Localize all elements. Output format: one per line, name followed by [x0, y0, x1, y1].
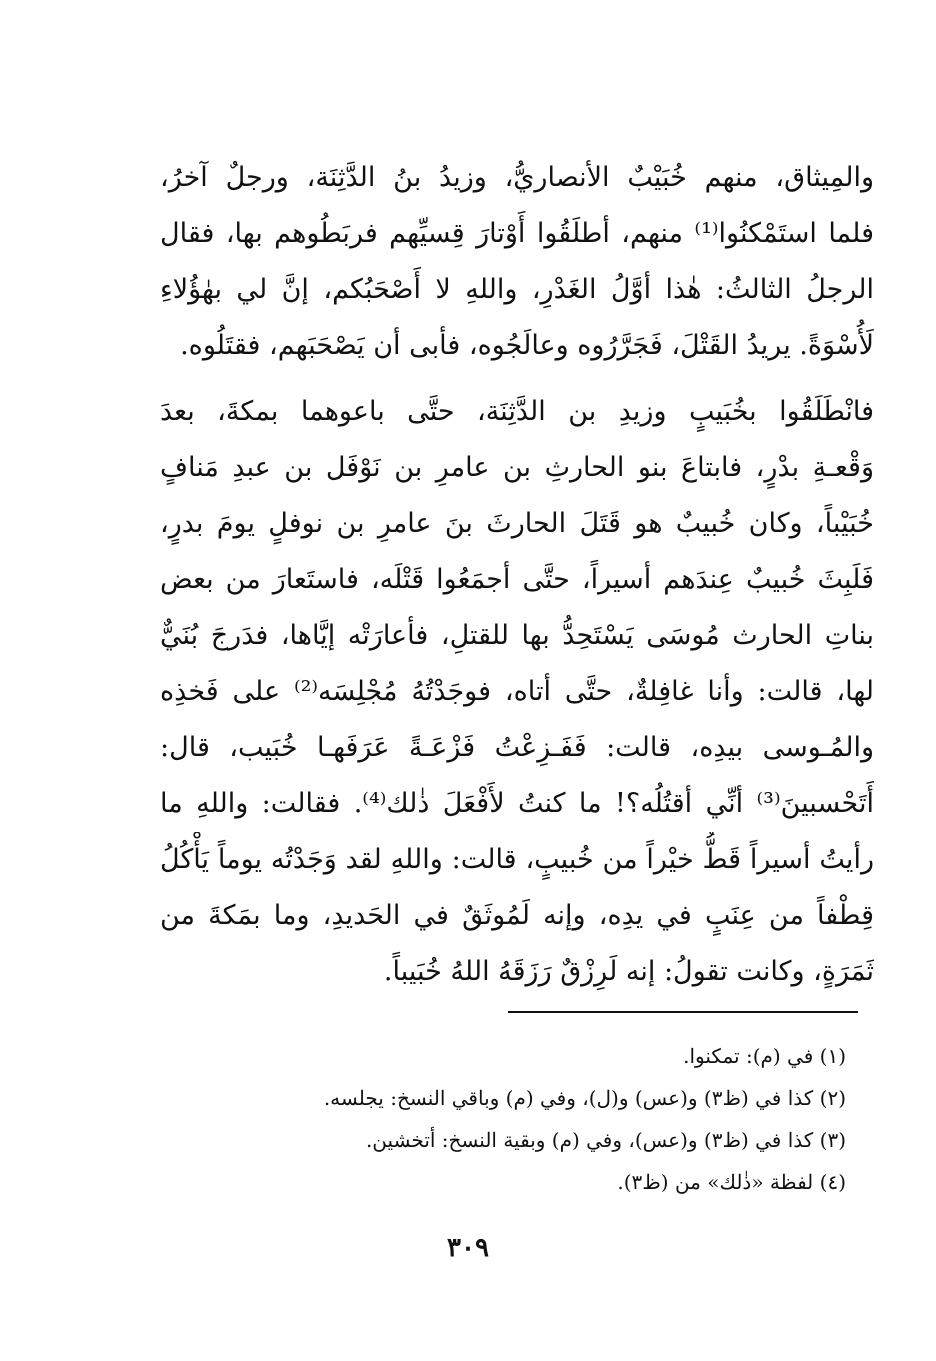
paragraph-1 — [160, 150, 874, 374]
text-line: بناتِ الحارث مُوسَى يَسْتَحِدُّ بها للقتلِ، فأعارَتْه إيَّاها، فدَرجَ بُنَيٌّ — [160, 620, 874, 651]
text-line: أَتَحْسبينَ⁽³⁾ أنِّي أقتُلُه؟! ما كنتُ لأَفْعَلَ ذٰلك⁽⁴⁾. فقالت: واللهِ ما — [160, 788, 874, 819]
text-line: خُبَيْباً، وكان خُبيبٌ هو قَتَلَ الحارثَ بنَ عامرِ بن نوفلٍ يومَ بدرٍ، — [160, 508, 874, 539]
footnotes — [160, 1035, 846, 1203]
text-line: والمِيثاق، منهم خُبَيْبٌ الأنصاريُّ، وزيدُ بنُ الدَّثِنَة، ورجلٌ آخرُ، — [160, 162, 874, 193]
footnote-separator — [508, 1011, 858, 1013]
footnote: (١) في (م): تمكنوا. — [683, 1044, 846, 1068]
text-line: الرجلُ الثالثُ: هٰذا أوَّلُ الغَدْرِ، واللهِ لا أَصْحَبُكم، إنَّ لي بهٰؤُلاءِ — [160, 274, 874, 305]
text-line: رأيتُ أسيراً قَطُّ خيْراً من خُبيبٍ، قالت: واللهِ لقد وَجَدْتُه يوماً يَأْكُلُ — [160, 844, 874, 875]
text-line: ثَمَرَةٍ، وكانت تقولُ: إنه لَرِزْقٌ رَزَقَهُ اللهُ خُبَيباً. — [383, 956, 874, 987]
footnote: (٣) كذا في (ظ٣) و(عس)، وفي (م) وبقية النسخ: أتخشين. — [365, 1128, 846, 1152]
paragraph-2 — [160, 384, 874, 1000]
main-text — [160, 150, 874, 1000]
text-line: والمُـوسى بيدِه، قالت: فَفَـزِعْتُ فَزْعَـةً عَرَفَهـا خُبَيب، قال: — [160, 732, 874, 763]
text-line: فانْطَلَقُوا بخُبَيبٍ وزيدِ بن الدَّثِنَة، حتَّى باعوهما بمكةَ، بعدَ — [160, 396, 874, 427]
text-line: وَقْعـةِ بدْرٍ، فابتاعَ بنو الحارثِ بن عامرِ بن نَوْفَل بن عبدِ مَنافٍ — [160, 452, 874, 483]
paragraph-gap — [160, 374, 874, 384]
text-line: لَأُسْوَةً. يريدُ القَتْلَ، فَجَرَّرُوه وعالَجُوه، فأبى أن يَصْحَبَهم، فقتَلُوه. — [180, 330, 874, 361]
footnote: (٢) كذا في (ظ٣) و(عس) و(ل)، وفي (م) وباقي النسخ: يجلسه. — [323, 1086, 846, 1110]
text-line: قِطْفاً من عِنَبٍ في يدِه، وإنه لَمُوثَقٌ في الحَديدِ، وما بمَكةَ من — [160, 900, 874, 931]
text-line: فَلَبِثَ خُبيبٌ عِندَهم أسيراً، حتَّى أجمَعُوا قَتْلَه، فاستَعارَ من بعض — [160, 564, 874, 595]
text-line: لها، قالت: وأنا غافِلةٌ، حتَّى أتاه، فوجَدْتُهُ مُجْلِسَه⁽²⁾ على فَخذِه — [160, 676, 874, 707]
page-number: ٣٠٩ — [447, 1233, 489, 1263]
text-line: فلما استَمْكنُوا⁽¹⁾ منهم، أطلَقُوا أَوْتارَ قِسيِّهم فربَطُوهم بها، فقال — [160, 218, 874, 249]
footnote: (٤) لفظة «ذٰلك» من (ظ٣). — [617, 1170, 846, 1194]
